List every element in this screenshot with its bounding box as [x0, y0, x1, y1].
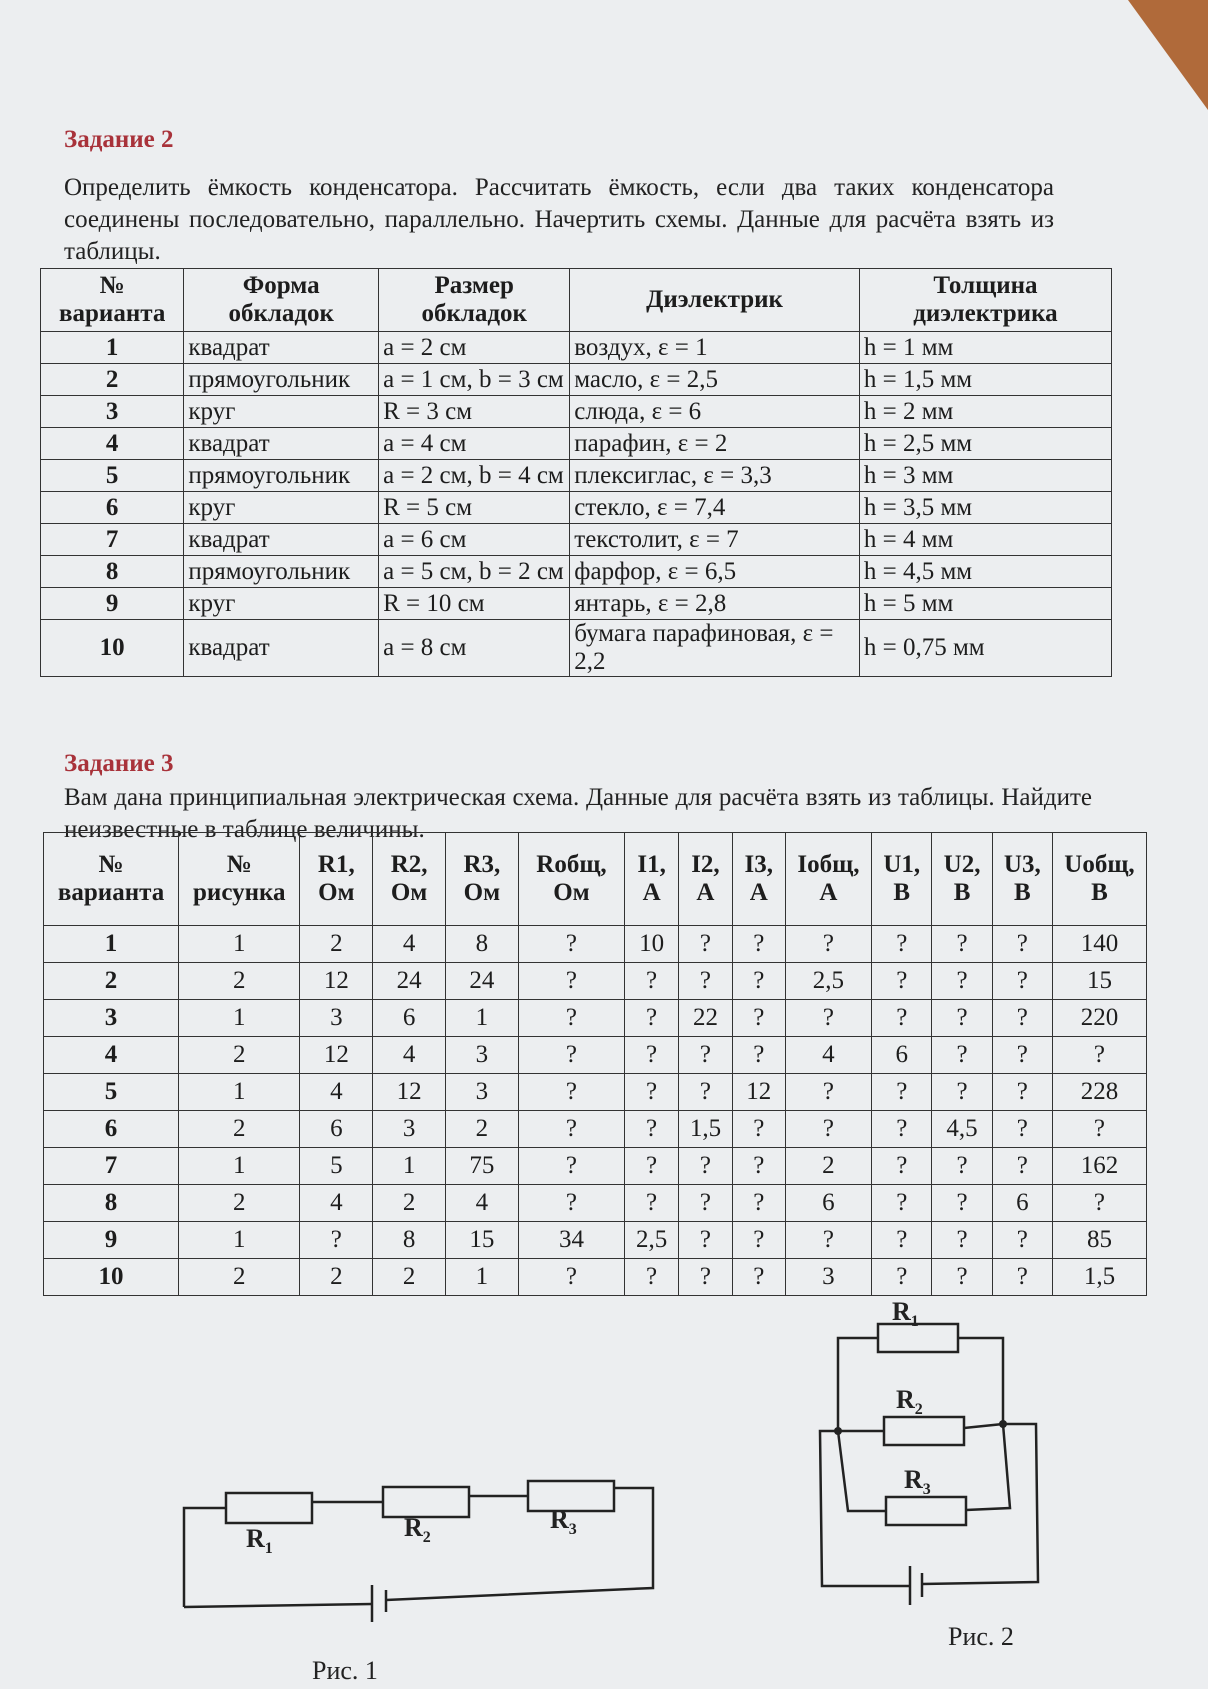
table-cell: 4	[300, 1185, 373, 1222]
table-cell: ?	[785, 926, 871, 963]
table-cell: плексиглас, ε = 3,3	[570, 460, 860, 492]
table-cell: масло, ε = 2,5	[570, 364, 860, 396]
table-cell: круг	[184, 492, 379, 524]
table-cell: 3	[300, 1000, 373, 1037]
table-cell: ?	[679, 1037, 733, 1074]
table-cell: 1	[446, 1000, 519, 1037]
table-cell: ?	[932, 1000, 992, 1037]
table-cell: 7	[44, 1148, 179, 1185]
table-cell: парафин, ε = 2	[570, 428, 860, 460]
table-cell: 2	[179, 1037, 300, 1074]
table-cell: ?	[872, 1000, 932, 1037]
table-cell: 162	[1052, 1148, 1146, 1185]
table-cell: ?	[732, 1037, 785, 1074]
table-cell: ?	[932, 1148, 992, 1185]
table-cell: 1	[373, 1148, 446, 1185]
table-cell: ?	[625, 1037, 679, 1074]
table-cell: 228	[1052, 1074, 1146, 1111]
table-cell: 9	[44, 1222, 179, 1259]
table-cell: 1,5	[679, 1111, 733, 1148]
table-cell: ?	[732, 1111, 785, 1148]
table-cell: a = 2 см, b = 4 см	[379, 460, 570, 492]
task2-header-cell: Толщина диэлектрика	[859, 269, 1111, 332]
figure-1-caption: Рис. 1	[312, 1656, 378, 1685]
table-cell: 1	[44, 926, 179, 963]
table-cell: 2	[179, 963, 300, 1000]
table-cell: ?	[785, 1074, 871, 1111]
table-cell: a = 4 см	[379, 428, 570, 460]
table-cell: ?	[785, 1111, 871, 1148]
table-cell: h = 4 мм	[859, 524, 1111, 556]
table-cell: 1	[179, 1222, 300, 1259]
table-cell: ?	[679, 1259, 733, 1296]
task3-header-cell: I2, А	[679, 833, 733, 926]
table-cell: ?	[932, 1185, 992, 1222]
table-cell: ?	[625, 1111, 679, 1148]
table-cell: ?	[518, 1000, 624, 1037]
table-cell: слюда, ε = 6	[570, 396, 860, 428]
table-cell: ?	[992, 1000, 1052, 1037]
table-cell: 4	[44, 1037, 179, 1074]
table-cell: 12	[300, 1037, 373, 1074]
table-cell: ?	[625, 1000, 679, 1037]
table-cell: 1,5	[1052, 1259, 1146, 1296]
table-cell: h = 1,5 мм	[859, 364, 1111, 396]
table-cell: h = 2 мм	[859, 396, 1111, 428]
table-cell: 85	[1052, 1222, 1146, 1259]
table-cell: h = 2,5 мм	[859, 428, 1111, 460]
table-cell: 1	[179, 926, 300, 963]
table-cell: фарфор, ε = 6,5	[570, 556, 860, 588]
table-cell: ?	[625, 1259, 679, 1296]
table-cell: 9	[41, 588, 184, 620]
table-cell: 22	[679, 1000, 733, 1037]
table-cell: прямоугольник	[184, 556, 379, 588]
table-cell: 3	[446, 1037, 519, 1074]
table-cell: 3	[446, 1074, 519, 1111]
table-cell: ?	[625, 1074, 679, 1111]
table-cell: 24	[446, 963, 519, 1000]
table-cell: ?	[872, 1074, 932, 1111]
task3-header-cell: I1, А	[625, 833, 679, 926]
table-cell: ?	[518, 1111, 624, 1148]
task3-header-cell: U1, В	[872, 833, 932, 926]
fig1-r3-label: $R_3$	[550, 1505, 577, 1538]
table-cell: ?	[992, 1222, 1052, 1259]
table-cell: ?	[518, 1259, 624, 1296]
table-cell: ?	[518, 1148, 624, 1185]
table-cell: ?	[992, 1037, 1052, 1074]
table-cell: 12	[373, 1074, 446, 1111]
table-cell: 1	[179, 1074, 300, 1111]
table-cell: 12	[732, 1074, 785, 1111]
table-cell: ?	[732, 1259, 785, 1296]
table-cell: ?	[992, 1259, 1052, 1296]
table-cell: 2	[446, 1111, 519, 1148]
table-cell: 4	[300, 1074, 373, 1111]
table-cell: a = 8 см	[379, 620, 570, 677]
table-cell: янтарь, ε = 2,8	[570, 588, 860, 620]
task3-text: Вам дана принципиальная электрическая схема. Данные для расчёта взять из таблицы. Найдите неизвестные в таблице величины.	[64, 784, 1092, 843]
task2-text: Определить ёмкость конденсатора. Рассчитать ёмкость, если два таких конденсатора соединены последовательно, параллельно. Начертить схемы. Данные для расчёта взять из таблицы.	[64, 174, 1054, 265]
figure-2-caption: Рис. 2	[948, 1622, 1014, 1651]
task3-header-cell: № рисунка	[179, 833, 300, 926]
table-cell: ?	[932, 1259, 992, 1296]
table-cell: h = 5 мм	[859, 588, 1111, 620]
table-cell: круг	[184, 588, 379, 620]
table-cell: 220	[1052, 1000, 1146, 1037]
table-cell: 6	[992, 1185, 1052, 1222]
table-cell: 2	[373, 1185, 446, 1222]
table-cell: 75	[446, 1148, 519, 1185]
table-cell: 2	[179, 1185, 300, 1222]
table-cell: 4	[373, 926, 446, 963]
fig1-r2-label: $R_2$	[404, 1513, 431, 1546]
table-cell: ?	[992, 963, 1052, 1000]
table-cell: 6	[44, 1111, 179, 1148]
table-cell: R = 3 см	[379, 396, 570, 428]
table-cell: R = 5 см	[379, 492, 570, 524]
table-cell: ?	[679, 1222, 733, 1259]
table-cell: 8	[41, 556, 184, 588]
table-cell: квадрат	[184, 428, 379, 460]
table-cell: 2	[179, 1111, 300, 1148]
table-cell: ?	[679, 1185, 733, 1222]
table-cell: h = 3 мм	[859, 460, 1111, 492]
table-cell: 2	[785, 1148, 871, 1185]
table-cell: 15	[1052, 963, 1146, 1000]
table-cell: 7	[41, 524, 184, 556]
task2-header-cell: Диэлектрик	[570, 269, 860, 332]
table-cell: 1	[179, 1000, 300, 1037]
table-cell: 8	[373, 1222, 446, 1259]
table-cell: квадрат	[184, 524, 379, 556]
table-cell: a = 6 см	[379, 524, 570, 556]
table-cell: ?	[300, 1222, 373, 1259]
task2-heading: Задание 2	[64, 126, 174, 153]
table-cell: 10	[625, 926, 679, 963]
table-cell: 2,5	[785, 963, 871, 1000]
table-cell: ?	[518, 1185, 624, 1222]
table-cell: ?	[872, 1222, 932, 1259]
fig2-r3-label: $R_3$	[904, 1465, 931, 1498]
table-cell: 3	[785, 1259, 871, 1296]
table-cell: 24	[373, 963, 446, 1000]
table-cell: 5	[300, 1148, 373, 1185]
table-cell: 4	[41, 428, 184, 460]
table-cell: стекло, ε = 7,4	[570, 492, 860, 524]
fig2-r2-label: $R_2$	[896, 1385, 923, 1418]
table-cell: 2	[300, 1259, 373, 1296]
table-cell: h = 1 мм	[859, 332, 1111, 364]
table-cell: 1	[179, 1148, 300, 1185]
table-cell: ?	[785, 1000, 871, 1037]
table-cell: a = 2 см	[379, 332, 570, 364]
table-cell: 2,5	[625, 1222, 679, 1259]
table-cell: ?	[679, 963, 733, 1000]
table-cell: 2	[179, 1259, 300, 1296]
table-cell: прямоугольник	[184, 364, 379, 396]
table-cell: 34	[518, 1222, 624, 1259]
table-cell: h = 4,5 мм	[859, 556, 1111, 588]
task3-header-cell: I3, А	[732, 833, 785, 926]
task3-header-cell: Uобщ, В	[1052, 833, 1146, 926]
table-cell: бумага парафиновая, ε = 2,2	[570, 620, 860, 677]
table-cell: ?	[992, 1148, 1052, 1185]
task3-header-cell: Rобщ, Ом	[518, 833, 624, 926]
table-cell: 4	[373, 1037, 446, 1074]
table-cell: 3	[373, 1111, 446, 1148]
table-cell: ?	[732, 1222, 785, 1259]
task3-header-cell: U3, В	[992, 833, 1052, 926]
table-cell: ?	[872, 963, 932, 1000]
table-cell: R = 10 см	[379, 588, 570, 620]
table-cell: текстолит, ε = 7	[570, 524, 860, 556]
table-cell: квадрат	[184, 620, 379, 677]
table-cell: 6	[41, 492, 184, 524]
task3-header-cell: R2, Ом	[373, 833, 446, 926]
table-cell: 6	[872, 1037, 932, 1074]
table-cell: ?	[992, 926, 1052, 963]
task3-header-cell: R1, Ом	[300, 833, 373, 926]
table-cell: 2	[300, 926, 373, 963]
table-cell: 2	[44, 963, 179, 1000]
table-cell: 10	[44, 1259, 179, 1296]
table-cell: 12	[300, 963, 373, 1000]
table-cell: ?	[679, 926, 733, 963]
task2-header-cell: № варианта	[41, 269, 184, 332]
table-cell: 4	[785, 1037, 871, 1074]
table-cell: 2	[41, 364, 184, 396]
table-cell: ?	[992, 1074, 1052, 1111]
task3-header-cell: U2, В	[932, 833, 992, 926]
table-cell: 1	[446, 1259, 519, 1296]
fig2-r1-label: $R_1$	[892, 1297, 919, 1330]
table-cell: ?	[785, 1222, 871, 1259]
table-cell: 4,5	[932, 1111, 992, 1148]
table-cell: прямоугольник	[184, 460, 379, 492]
table-cell: h = 0,75 мм	[859, 620, 1111, 677]
table-cell: 3	[44, 1000, 179, 1037]
table-cell: 3	[41, 396, 184, 428]
task3-header-cell: Iобщ, А	[785, 833, 871, 926]
table-cell: ?	[732, 1185, 785, 1222]
table-cell: ?	[872, 1185, 932, 1222]
table-cell: ?	[872, 1111, 932, 1148]
task3-header-cell: № варианта	[44, 833, 179, 926]
task2-header-cell: Форма обкладок	[184, 269, 379, 332]
task3-heading: Задание 3	[64, 750, 174, 777]
table-cell: ?	[932, 1037, 992, 1074]
table-cell: a = 1 см, b = 3 см	[379, 364, 570, 396]
table-cell: ?	[1052, 1111, 1146, 1148]
table-cell: квадрат	[184, 332, 379, 364]
table-cell: 6	[300, 1111, 373, 1148]
table-cell: ?	[932, 963, 992, 1000]
table-cell: ?	[992, 1111, 1052, 1148]
table-cell: 5	[44, 1074, 179, 1111]
table-cell: 15	[446, 1222, 519, 1259]
table-cell: круг	[184, 396, 379, 428]
table-cell: 6	[785, 1185, 871, 1222]
table-cell: ?	[932, 1074, 992, 1111]
table-cell: ?	[518, 1074, 624, 1111]
table-cell: ?	[625, 963, 679, 1000]
table-cell: a = 5 см, b = 2 см	[379, 556, 570, 588]
table-cell: 1	[41, 332, 184, 364]
table-cell: ?	[732, 926, 785, 963]
table-cell: 6	[373, 1000, 446, 1037]
fig1-r1-label: $R_1$	[246, 1524, 273, 1557]
table-cell: ?	[518, 963, 624, 1000]
table-cell: ?	[872, 1259, 932, 1296]
table-cell: ?	[518, 1037, 624, 1074]
table-cell: воздух, ε = 1	[570, 332, 860, 364]
table-cell: ?	[872, 1148, 932, 1185]
table-cell: h = 3,5 мм	[859, 492, 1111, 524]
table-cell: ?	[679, 1148, 733, 1185]
table-cell: 5	[41, 460, 184, 492]
table-cell: ?	[932, 1222, 992, 1259]
table-cell: ?	[932, 926, 992, 963]
table-cell: 8	[44, 1185, 179, 1222]
table-cell: ?	[518, 926, 624, 963]
table-cell: ?	[625, 1148, 679, 1185]
table-cell: 2	[373, 1259, 446, 1296]
table-cell: ?	[732, 1148, 785, 1185]
table-cell: ?	[732, 963, 785, 1000]
table-cell: ?	[732, 1000, 785, 1037]
table-cell: ?	[1052, 1037, 1146, 1074]
task2-header-cell: Размер обкладок	[379, 269, 570, 332]
table-cell: 10	[41, 620, 184, 677]
table-cell: 4	[446, 1185, 519, 1222]
table-cell: ?	[872, 926, 932, 963]
table-cell: ?	[679, 1074, 733, 1111]
table-cell: 8	[446, 926, 519, 963]
table-cell: 140	[1052, 926, 1146, 963]
table-cell: ?	[1052, 1185, 1146, 1222]
table-cell: ?	[625, 1185, 679, 1222]
task3-header-cell: R3, Ом	[446, 833, 519, 926]
